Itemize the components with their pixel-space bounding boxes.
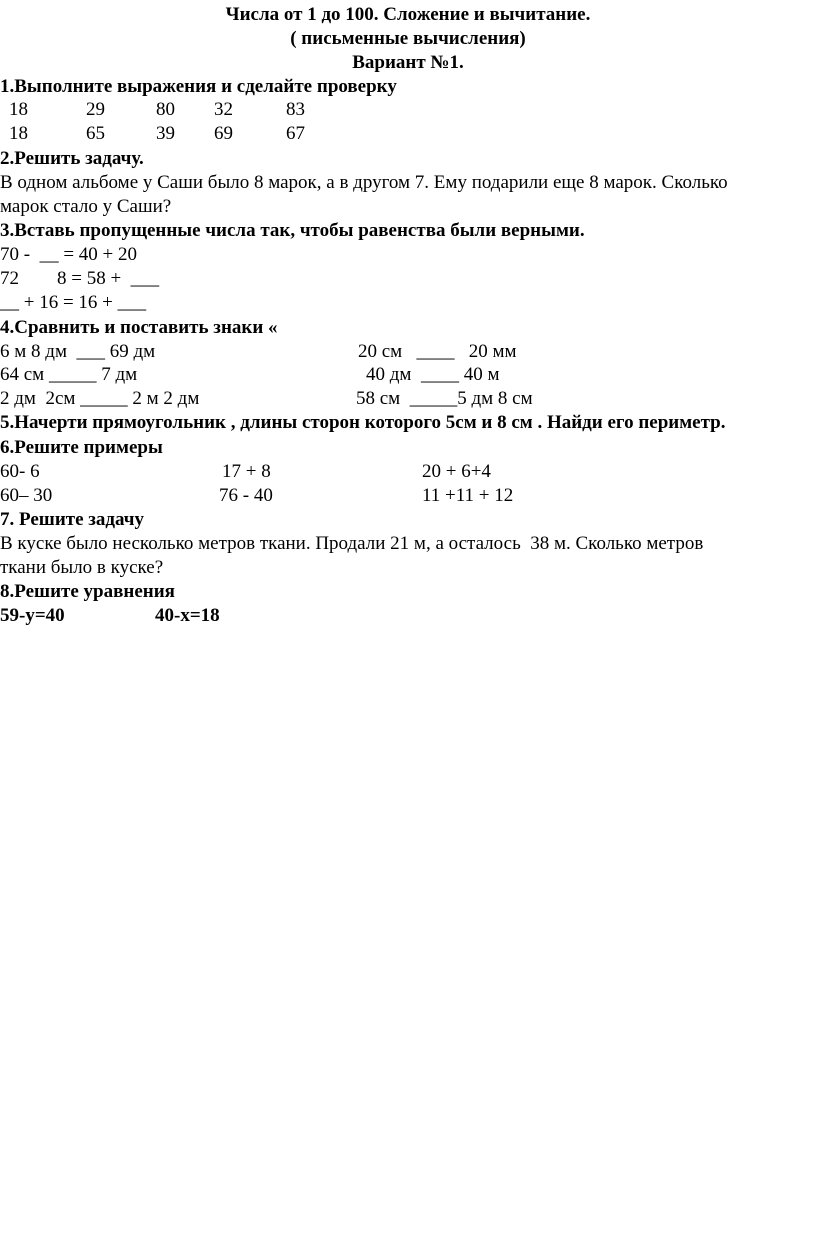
- task6-example: 76 - 40: [219, 485, 273, 506]
- task1-number: 80: [156, 99, 175, 120]
- page-title: Числа от 1 до 100. Сложение и вычитание.: [225, 4, 591, 25]
- task6-example: 20 + 6+4: [422, 461, 491, 482]
- task6-example: 17 + 8: [222, 461, 271, 482]
- task3-equation: 70 - __ = 40 + 20: [0, 244, 138, 265]
- task1-number: 18: [9, 99, 28, 120]
- task2-text-line: В одном альбоме у Саши было 8 марок, а в другом 7. Ему подарили еще 8 марок. Сколько: [0, 172, 728, 193]
- task8-equation: 40-х=18: [155, 605, 220, 626]
- task4-comparison: 2 дм 2см _____ 2 м 2 дм: [0, 388, 200, 409]
- task7-text-line: ткани было в куске?: [0, 557, 164, 578]
- task2-heading: 2.Решить задачу.: [0, 148, 144, 169]
- variant-label: Вариант №1.: [352, 52, 464, 73]
- task4-comparison: 58 см _____5 дм 8 см: [356, 388, 533, 409]
- task5-heading: 5.Начерти прямоугольник , длины сторон которого 5см и 8 см . Найди его периметр.: [0, 412, 726, 433]
- task1-number: 83: [286, 99, 305, 120]
- task1-number: 67: [286, 123, 305, 144]
- page-subtitle: ( письменные вычисления): [290, 28, 526, 49]
- task4-comparison: 40 дм ____ 40 м: [366, 364, 500, 385]
- task6-example: 60- 6: [0, 461, 40, 482]
- task2-text-line: марок стало у Саши?: [0, 196, 172, 217]
- task6-example: 11 +11 + 12: [422, 485, 514, 506]
- task1-number: 65: [86, 123, 105, 144]
- task1-number: 32: [214, 99, 233, 120]
- task8-equation: 59-у=40: [0, 605, 65, 626]
- task1-number: 18: [9, 123, 28, 144]
- task7-text-line: В куске было несколько метров ткани. Продали 21 м, а осталось 38 м. Сколько метров: [0, 533, 704, 554]
- task1-heading: 1.Выполните выражения и сделайте проверку: [0, 76, 397, 97]
- task7-heading: 7. Решите задачу: [0, 509, 144, 530]
- task4-comparison: 20 см ____ 20 мм: [358, 341, 517, 362]
- task1-number: 69: [214, 123, 233, 144]
- task1-number: 39: [156, 123, 175, 144]
- task1-number: 29: [86, 99, 105, 120]
- task8-heading: 8.Решите уравнения: [0, 581, 175, 602]
- task4-comparison: 64 см _____ 7 дм: [0, 364, 138, 385]
- task3-heading: 3.Вставь пропущенные числа так, чтобы равенства были верными.: [0, 220, 585, 241]
- task4-comparison: 6 м 8 дм ___ 69 дм: [0, 341, 156, 362]
- task3-equation: __ + 16 = 16 + ___: [0, 292, 147, 313]
- task6-example: 60– 30: [0, 485, 53, 506]
- task4-heading: 4.Сравнить и поставить знаки «: [0, 317, 278, 338]
- task3-equation: 72 8 = 58 + ___: [0, 268, 160, 289]
- task6-heading: 6.Решите примеры: [0, 437, 163, 458]
